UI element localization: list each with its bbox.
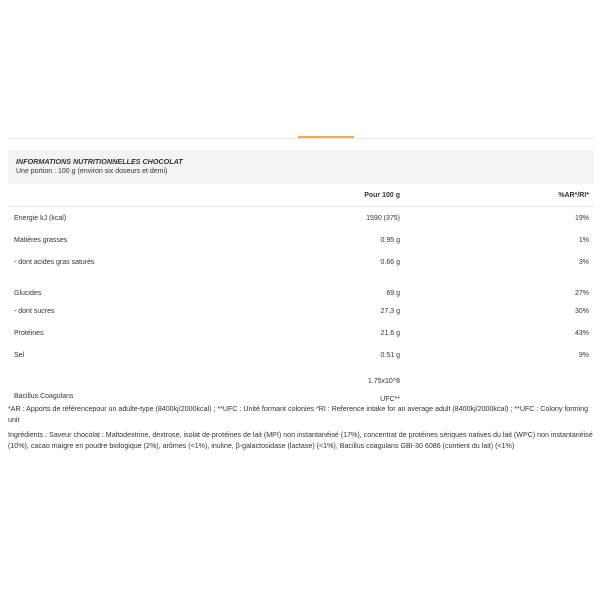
tab-divider (8, 138, 594, 139)
nutrition-table (8, 150, 594, 416)
table-row (8, 251, 594, 273)
row-name: Sel (14, 351, 25, 359)
row-per100: 21.6 g (380, 329, 400, 337)
table-row (8, 300, 594, 322)
row-name: Matières grasses (14, 236, 68, 244)
table-row (8, 207, 594, 230)
row-per100: 1590 (375) (366, 214, 400, 222)
nutrition-title: INFORMATIONS NUTRITIONNELLES CHOCOLAT (16, 157, 183, 166)
row-ar: 9% (578, 351, 589, 359)
row-name: Glucides (14, 290, 42, 297)
table-header-row (8, 184, 594, 207)
header-ar: %AR*/RI* (400, 184, 594, 207)
ingredients-text: Ingrédients : Saveur chocolat : Maltodextrine, dextrose, isolat de protéines de lait (MPI) non instantanéisé (17%), concentrat de protéines sériques natives du lait (WPC) non instantanéisé (10%), cacao maigre en poudre biologique (2%), arômes (<1%), inuline, β-galactosidase (lactase) (<1%), Bacillus coagulans GBI-30 6086 (contient du lait) (<1%) (8, 431, 593, 450)
row-ar: 43% (574, 329, 589, 337)
header-per100: Pour 100 g (354, 184, 400, 207)
row-name: Bacillus Coagulans (14, 392, 74, 400)
row-ar: 30% (574, 307, 589, 315)
row-ar: 19% (574, 214, 589, 222)
row-per100: 27.3 g (380, 307, 400, 315)
header-name (8, 184, 354, 207)
table-row (8, 273, 594, 300)
footnote: *AR : Apports de référencepour un adulte-type (8400kj/2000kcal) ; **UFC : Unité formant colonies *RI : Reference intake for an average adult (8400kj/2000kcal) ; **UFC : Colony forming unit (8, 405, 589, 424)
table-caption-row (8, 150, 594, 184)
row-name: - dont acides gras saturés (14, 258, 95, 266)
row-ar: 27% (574, 290, 589, 297)
table-row (8, 229, 594, 251)
row-per100: 69 g (386, 290, 400, 297)
row-per100: 0.95 g (380, 236, 400, 244)
row-per100: 0.51 g (380, 351, 400, 359)
table-row (8, 344, 594, 366)
row-per100-unit: UFC** (380, 396, 400, 403)
row-per100-count: 1.75x10^8 (367, 378, 400, 385)
row-per100: 0.66 g (380, 258, 400, 266)
row-ar: 3% (578, 258, 589, 266)
active-tab-indicator (298, 136, 354, 138)
table-row (8, 322, 594, 344)
table-caption (8, 150, 594, 184)
row-ar: 1% (578, 236, 589, 244)
row-name: Energie kJ (kcal) (14, 214, 67, 222)
nutrition-subtitle: Une portion : 100 g (environ six doseurs et demi) (16, 168, 168, 175)
row-name: Protéines (14, 329, 44, 337)
row-name: - dont sucres (14, 307, 55, 315)
